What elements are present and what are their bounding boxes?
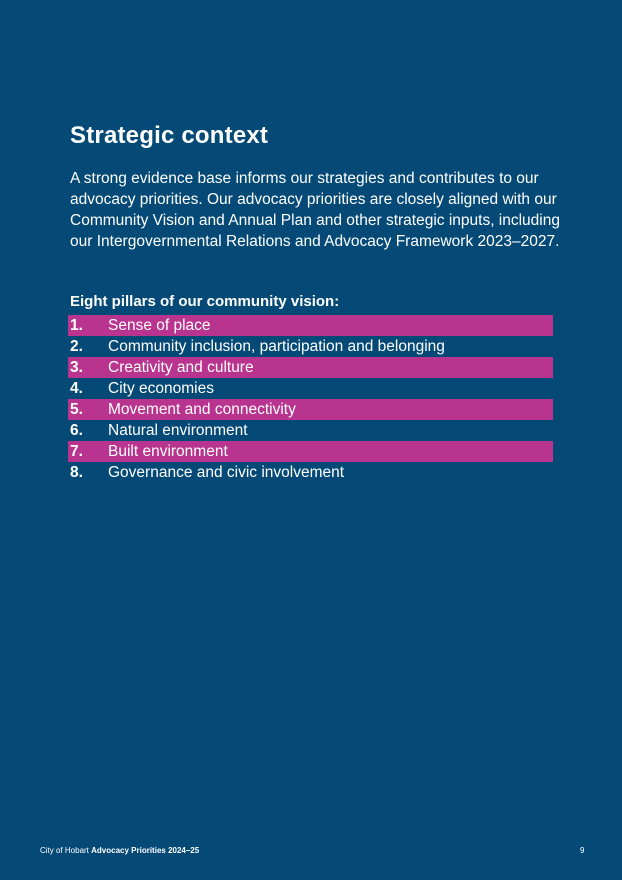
pillar-label: City economies [108,379,214,397]
pillar-number: 3. [70,358,83,376]
pillar-label: Community inclusion, participation and belonging [108,337,445,355]
pillar-item [68,315,553,336]
intro-paragraph: A strong evidence base informs our strategies and contributes to our advocacy priorities. Our advocacy priorities are closely aligned with our Community Vision and Annual Plan and other strategic inputs, including our Intergovernmental Relations and Advocacy Framework 2023–2027. [70,170,560,250]
page-title: Strategic context [70,122,269,149]
pillar-number: 2. [70,337,83,355]
pillar-list [68,315,553,483]
pillar-label: Natural environment [108,421,248,439]
pillar-item [68,462,553,483]
pillar-label: Built environment [108,442,228,460]
pillar-label: Movement and connectivity [108,400,296,418]
page-number: 9 [580,846,585,855]
footer-org-name: City of Hobart [40,846,92,855]
pillar-item [68,357,553,378]
pillar-label: Creativity and culture [108,358,254,376]
pillar-item [68,336,553,357]
pillar-number: 6. [70,421,83,439]
pillar-number: 7. [70,442,83,460]
pillar-number: 4. [70,379,83,397]
pillars-heading: Eight pillars of our community vision: [70,293,340,310]
pillar-item [68,399,553,420]
pillar-item [68,378,553,399]
pillar-number: 1. [70,316,83,334]
pillar-item [68,441,553,462]
pillar-number: 5. [70,400,83,418]
pillar-label: Governance and civic involvement [108,463,345,481]
footer-doc-name: Advocacy Priorities 2024–25 [91,846,200,855]
pillar-number: 8. [70,463,83,481]
pillar-label: Sense of place [108,316,211,334]
footer-document-title [40,846,199,855]
pillar-item [68,420,553,441]
